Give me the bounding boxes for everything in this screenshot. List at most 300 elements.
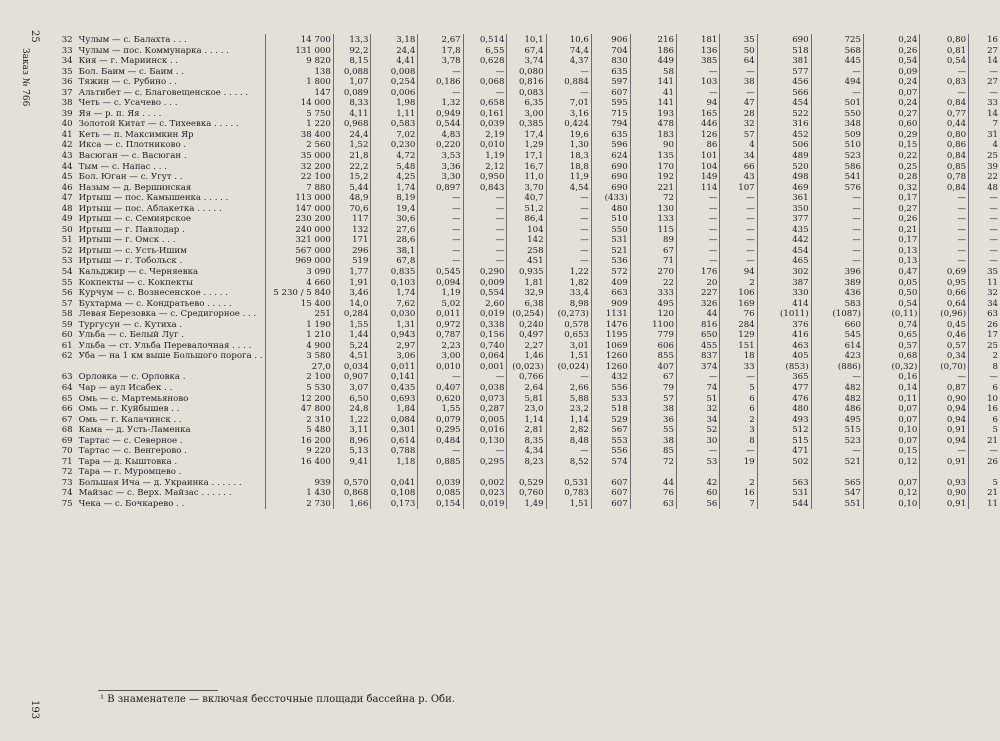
row-number: 40 — [61, 119, 73, 129]
value-cell: 17 — [987, 330, 998, 340]
table-row — [50, 87, 1000, 98]
value-cell: 544 — [757, 498, 811, 509]
value-cell: 480 — [591, 203, 630, 214]
value-cell: 725 — [811, 34, 863, 45]
table-row — [50, 319, 1000, 330]
value-cell: 6 — [992, 383, 998, 393]
value-cell: 30,6 — [371, 213, 418, 224]
value-cell: 1,74 — [371, 182, 418, 193]
value-cell: (0,70) — [920, 361, 969, 372]
value-cell: 0,545 — [418, 266, 463, 277]
value-cell: 24,4 — [371, 45, 418, 56]
value-cell: 321 000 — [265, 234, 333, 245]
row-number: 67 — [61, 414, 73, 425]
value-cell: 0,156 — [463, 329, 507, 340]
value-cell: 0,079 — [418, 414, 463, 425]
value-cell: — — [463, 245, 507, 256]
value-cell: — — [676, 234, 719, 245]
value-cell: 650 — [676, 329, 719, 340]
row-number: 36 — [61, 77, 73, 87]
value-cell: 11,9 — [546, 171, 591, 182]
value-cell: 614 — [811, 340, 863, 351]
station-name: Тургусун — с. Кутиха . — [77, 319, 265, 330]
value-cell: 567 000 — [265, 245, 333, 256]
value-cell: 0,089 — [333, 87, 371, 98]
value-cell: 1,82 — [546, 277, 591, 288]
value-cell: 0,740 — [463, 340, 507, 351]
value-cell: 8,33 — [333, 97, 371, 108]
value-cell: 10,6 — [546, 34, 591, 45]
value-cell: 41 — [630, 87, 676, 98]
value-cell: 531 — [757, 488, 811, 499]
value-cell: 423 — [811, 350, 863, 361]
value-cell: — — [546, 224, 591, 235]
value-cell: 0,44 — [920, 118, 969, 129]
value-cell: 563 — [757, 477, 811, 488]
value-cell: 3,30 — [418, 171, 463, 182]
value-cell: 0,74 — [863, 319, 919, 330]
value-cell: 52 — [676, 424, 719, 435]
value-cell: 147 — [265, 87, 333, 98]
value-cell: 35 — [720, 34, 757, 45]
table-row — [50, 340, 1000, 351]
value-cell: 117 — [333, 213, 371, 224]
row-number: 73 — [61, 477, 73, 488]
table-row — [50, 445, 1000, 456]
value-cell: (0,254) — [507, 308, 546, 319]
value-cell: 22 — [630, 277, 676, 288]
value-cell: 142 — [507, 234, 546, 245]
row-number: 34 — [61, 56, 73, 66]
value-cell: 47 — [720, 97, 757, 108]
value-cell: 86 — [676, 139, 719, 150]
station-name: Тара — д. Кыштовка . — [77, 456, 265, 467]
row-number: 39 — [61, 108, 73, 119]
value-cell: 522 — [757, 108, 811, 119]
station-name: Иртыш — г. Тобольск . — [77, 255, 265, 266]
value-cell: 56 — [676, 498, 719, 509]
value-cell: 409 — [591, 277, 630, 288]
value-cell: 0,54 — [863, 55, 919, 66]
station-name: Альтибет — с. Благовещенское . . . . . — [77, 87, 265, 98]
value-cell: 0,240 — [507, 319, 546, 330]
value-cell: — — [920, 234, 969, 245]
value-cell: 471 — [757, 445, 811, 456]
value-cell: 521 — [811, 456, 863, 467]
value-cell: 0,835 — [371, 266, 418, 277]
value-cell: 0,084 — [371, 414, 418, 425]
value-cell: 576 — [811, 182, 863, 193]
value-cell: — — [546, 255, 591, 266]
value-cell: 0,91 — [920, 498, 969, 509]
value-cell: — — [811, 255, 863, 266]
page-number: 193 — [29, 700, 40, 720]
row-number: 41 — [61, 129, 73, 140]
value-cell: — — [418, 245, 463, 256]
value-cell: 0,088 — [333, 66, 371, 77]
value-cell: 2,82 — [546, 424, 591, 435]
value-cell: 454 — [757, 97, 811, 108]
table-row — [50, 498, 1000, 509]
value-cell: 435 — [757, 224, 811, 235]
value-cell: 94 — [720, 266, 757, 277]
value-cell: — — [546, 234, 591, 245]
value-cell: 0,614 — [371, 435, 418, 446]
value-cell: 36 — [630, 414, 676, 425]
value-cell: 151 — [720, 340, 757, 351]
value-cell: 0,030 — [371, 308, 418, 319]
value-cell: 0,972 — [418, 319, 463, 330]
value-cell: 0,019 — [463, 498, 507, 509]
value-cell: 170 — [630, 161, 676, 172]
value-cell: 4,41 — [371, 55, 418, 66]
value-cell: 192 — [630, 171, 676, 182]
station-name: Чека — с. Бочкарево . . — [77, 498, 265, 509]
value-cell: — — [720, 87, 757, 98]
table-row — [50, 161, 1000, 172]
value-cell: 0,103 — [371, 277, 418, 288]
row-number: 38 — [61, 98, 73, 108]
value-cell: 0,693 — [371, 393, 418, 404]
value-cell: 0,620 — [418, 393, 463, 404]
value-cell: — — [418, 255, 463, 266]
value-cell: 176 — [676, 266, 719, 277]
row-number: 74 — [61, 488, 73, 499]
value-cell: 0,385 — [507, 118, 546, 129]
value-cell: 34 — [720, 150, 757, 161]
value-cell: 2,27 — [507, 340, 546, 351]
value-cell: — — [811, 234, 863, 245]
value-cell: 20 — [676, 277, 719, 288]
value-cell: 183 — [630, 129, 676, 140]
value-cell: 0,943 — [371, 329, 418, 340]
station-name: Ульба — с. Белый Луг . — [77, 329, 265, 340]
table-body — [50, 34, 1000, 509]
value-cell: 0,80 — [920, 129, 969, 140]
value-cell: 115 — [630, 224, 676, 235]
value-cell — [371, 466, 418, 477]
value-cell: 149 — [676, 171, 719, 182]
value-cell: — — [811, 192, 863, 203]
station-name: Большая Ича — д. Украинка . . . . . . — [77, 477, 265, 488]
value-cell: 0,32 — [863, 182, 919, 193]
value-cell: 0,94 — [920, 414, 969, 425]
value-cell: — — [720, 255, 757, 266]
station-name: Иртыш — пос. Камышенка . . . . . — [77, 192, 265, 203]
row-number: 56 — [61, 288, 73, 298]
value-cell: 547 — [811, 488, 863, 499]
table-row — [50, 171, 1000, 182]
value-cell: 0,26 — [863, 45, 919, 56]
value-cell: 47 800 — [265, 403, 333, 414]
value-cell: — — [463, 234, 507, 245]
value-cell: 2,23 — [418, 340, 463, 351]
value-cell: — — [418, 445, 463, 456]
station-name: Кама — д. Усть-Ламенка — [77, 424, 265, 435]
station-name: Икса — с. Плотниково . — [77, 139, 265, 150]
value-cell: 586 — [811, 161, 863, 172]
value-cell: 529 — [591, 414, 630, 425]
value-cell: — — [546, 192, 591, 203]
value-cell: — — [811, 87, 863, 98]
value-cell: 19 — [720, 456, 757, 467]
row-number: 57 — [61, 298, 73, 309]
value-cell: — — [989, 256, 998, 267]
value-cell: 4,34 — [507, 445, 546, 456]
value-cell: 8,52 — [546, 456, 591, 467]
value-cell: 67,8 — [371, 255, 418, 266]
table-row — [50, 45, 1000, 56]
value-cell — [418, 466, 463, 477]
value-cell: 512 — [757, 424, 811, 435]
value-cell: 0,301 — [371, 424, 418, 435]
value-cell: 32 — [676, 403, 719, 414]
value-cell: 2 — [720, 477, 757, 488]
value-cell: 74 — [676, 382, 719, 393]
value-cell: 1,91 — [333, 277, 371, 288]
value-cell: 463 — [757, 340, 811, 351]
value-cell: 74,4 — [546, 45, 591, 56]
value-cell: 0,09 — [863, 66, 919, 77]
value-cell: — — [676, 66, 719, 77]
value-cell: — — [720, 234, 757, 245]
value-cell: 3,18 — [371, 34, 418, 45]
value-cell: 3,07 — [333, 382, 371, 393]
value-cell: — — [463, 192, 507, 203]
value-cell — [863, 466, 919, 477]
value-cell: — — [418, 192, 463, 203]
value-cell: 104 — [507, 224, 546, 235]
value-cell: 66 — [720, 161, 757, 172]
value-cell: — — [676, 445, 719, 456]
value-cell: 969 000 — [265, 255, 333, 266]
value-cell: 596 — [591, 139, 630, 150]
value-cell: 8,23 — [507, 456, 546, 467]
value-cell: 0,83 — [920, 76, 969, 87]
value-cell: — — [720, 66, 757, 77]
row-number: 60 — [61, 330, 73, 340]
table-row — [50, 477, 1000, 488]
value-cell: 3,00 — [507, 108, 546, 119]
value-cell: — — [989, 245, 998, 256]
value-cell — [546, 466, 591, 477]
value-cell: — — [463, 203, 507, 214]
value-cell: 0,21 — [863, 224, 919, 235]
value-cell: — — [676, 255, 719, 266]
value-cell: 51 — [676, 393, 719, 404]
value-cell: 48,9 — [333, 192, 371, 203]
value-cell: 1,74 — [371, 287, 418, 298]
row-number: 62 — [61, 351, 73, 361]
value-cell: — — [920, 213, 969, 224]
value-cell — [757, 466, 811, 477]
value-cell: 445 — [811, 55, 863, 66]
value-cell: 486 — [811, 403, 863, 414]
value-cell: 0,935 — [507, 266, 546, 277]
value-cell: 0,90 — [920, 488, 969, 499]
value-cell: 0,81 — [920, 45, 969, 56]
value-cell: 1131 — [591, 308, 630, 319]
value-cell: 8,96 — [333, 435, 371, 446]
value-cell: — — [811, 224, 863, 235]
value-cell: — — [546, 245, 591, 256]
table-row — [50, 224, 1000, 235]
value-cell: — — [418, 234, 463, 245]
value-cell: — — [811, 445, 863, 456]
value-cell: 26 — [987, 456, 998, 467]
value-cell: 30 — [676, 435, 719, 446]
value-cell: 0,064 — [463, 350, 507, 361]
value-cell: 6,35 — [507, 97, 546, 108]
value-cell: 34 — [987, 298, 998, 309]
page-reference: 25 — [29, 30, 40, 43]
value-cell: 0,407 — [418, 382, 463, 393]
value-cell: 361 — [757, 192, 811, 203]
value-cell: 42 — [676, 477, 719, 488]
value-cell: — — [920, 445, 969, 456]
value-cell: 0,45 — [920, 319, 969, 330]
value-cell: 381 — [757, 55, 811, 66]
value-cell: 1 430 — [265, 488, 333, 499]
value-cell: — — [676, 213, 719, 224]
value-cell: 456 — [757, 76, 811, 87]
value-cell: 296 — [333, 245, 371, 256]
value-cell: 1,52 — [333, 139, 371, 150]
value-cell: 1260 — [591, 361, 630, 372]
value-cell: — — [720, 445, 757, 456]
value-cell: 469 — [757, 182, 811, 193]
value-cell: 515 — [811, 424, 863, 435]
row-number: 51 — [61, 235, 73, 245]
value-cell: 132 — [333, 224, 371, 235]
value-cell: 0,010 — [418, 361, 463, 372]
value-cell: 498 — [757, 171, 811, 182]
value-cell: 5 530 — [265, 382, 333, 393]
value-cell: 0,69 — [920, 266, 969, 277]
value-cell: 0,25 — [863, 161, 919, 172]
value-cell: (0,11) — [863, 308, 919, 319]
value-cell: 0,130 — [463, 435, 507, 446]
value-cell: 0,29 — [863, 129, 919, 140]
value-cell: 2,97 — [371, 340, 418, 351]
value-cell: (433) — [591, 192, 630, 203]
row-number: 61 — [61, 340, 73, 351]
value-cell: 449 — [630, 55, 676, 66]
value-cell: 23,2 — [546, 403, 591, 414]
row-number: 46 — [61, 182, 73, 193]
value-cell: 135 — [630, 150, 676, 161]
value-cell: 0,544 — [418, 118, 463, 129]
value-cell: 1,46 — [507, 350, 546, 361]
row-number: 47 — [61, 193, 73, 203]
value-cell: 0,87 — [920, 382, 969, 393]
value-cell: 104 — [676, 161, 719, 172]
value-cell: 16,7 — [507, 161, 546, 172]
value-cell: 4 — [720, 139, 757, 150]
value-cell: 14 000 — [265, 97, 333, 108]
value-cell — [720, 466, 757, 477]
value-cell: 57 — [630, 393, 676, 404]
value-cell: 565 — [811, 477, 863, 488]
value-cell: 407 — [630, 361, 676, 372]
value-cell: 4 900 — [265, 340, 333, 351]
footnote: ¹ В знаменателе — включая бессточные площади бассейна р. Оби. — [100, 694, 455, 705]
value-cell: 0,12 — [863, 456, 919, 467]
station-name: Омь — г. Калачинск . . — [77, 414, 265, 425]
value-cell: 510 — [811, 139, 863, 150]
value-cell: 1,14 — [546, 414, 591, 425]
value-cell: 385 — [676, 55, 719, 66]
value-cell: 89 — [630, 234, 676, 245]
value-cell: 76 — [720, 308, 757, 319]
value-cell: 141 — [630, 97, 676, 108]
value-cell: 0,034 — [333, 361, 371, 372]
value-cell: 0,15 — [863, 139, 919, 150]
value-cell: (1087) — [811, 308, 863, 319]
value-cell: 114 — [676, 182, 719, 193]
row-number — [50, 361, 77, 372]
value-cell: 230 200 — [265, 213, 333, 224]
value-cell: — — [418, 66, 463, 77]
value-cell: 2 — [992, 351, 998, 361]
value-cell: 11 — [987, 499, 998, 509]
value-cell: 24,8 — [333, 403, 371, 414]
value-cell: 7,62 — [371, 298, 418, 309]
station-name — [77, 361, 265, 372]
value-cell: 5 — [992, 425, 998, 435]
row-number: 58 — [61, 309, 73, 319]
value-cell: 0,787 — [418, 329, 463, 340]
value-cell: 8,98 — [546, 298, 591, 309]
value-cell: 0,884 — [546, 76, 591, 87]
value-cell: — — [920, 87, 969, 98]
value-cell: 0,583 — [371, 118, 418, 129]
station-name: Кеть — п. Максимкин Яр — [77, 129, 265, 140]
value-cell: 129 — [720, 329, 757, 340]
value-cell: 67,4 — [507, 45, 546, 56]
value-cell: 6,38 — [507, 298, 546, 309]
value-cell: 0,570 — [333, 477, 371, 488]
value-cell: — — [418, 213, 463, 224]
value-cell: — — [546, 445, 591, 456]
value-cell: 55 — [630, 424, 676, 435]
value-cell: 63 — [987, 309, 998, 319]
value-cell: 523 — [811, 150, 863, 161]
row-number: 65 — [61, 393, 73, 404]
value-cell: 2,67 — [418, 34, 463, 45]
value-cell: 103 — [676, 76, 719, 87]
value-cell: 816 — [676, 319, 719, 330]
order-number: Заказ № 766 — [20, 48, 30, 107]
value-cell: 0,897 — [418, 182, 463, 193]
value-cell: — — [418, 203, 463, 214]
value-cell: 0,484 — [418, 435, 463, 446]
value-cell: 1,77 — [333, 266, 371, 277]
value-cell: 0,287 — [463, 403, 507, 414]
value-cell: — — [920, 372, 969, 383]
value-cell: 794 — [591, 118, 630, 129]
value-cell: 567 — [591, 424, 630, 435]
value-cell: 7 — [720, 498, 757, 509]
table-row — [50, 382, 1000, 393]
station-name: Омь — г. Куйбышев . . — [77, 403, 265, 414]
value-cell: 0,68 — [863, 350, 919, 361]
value-cell: 387 — [757, 277, 811, 288]
value-cell: 0,002 — [463, 477, 507, 488]
value-cell: — — [811, 203, 863, 214]
table-row — [50, 182, 1000, 193]
value-cell: 38,1 — [371, 245, 418, 256]
